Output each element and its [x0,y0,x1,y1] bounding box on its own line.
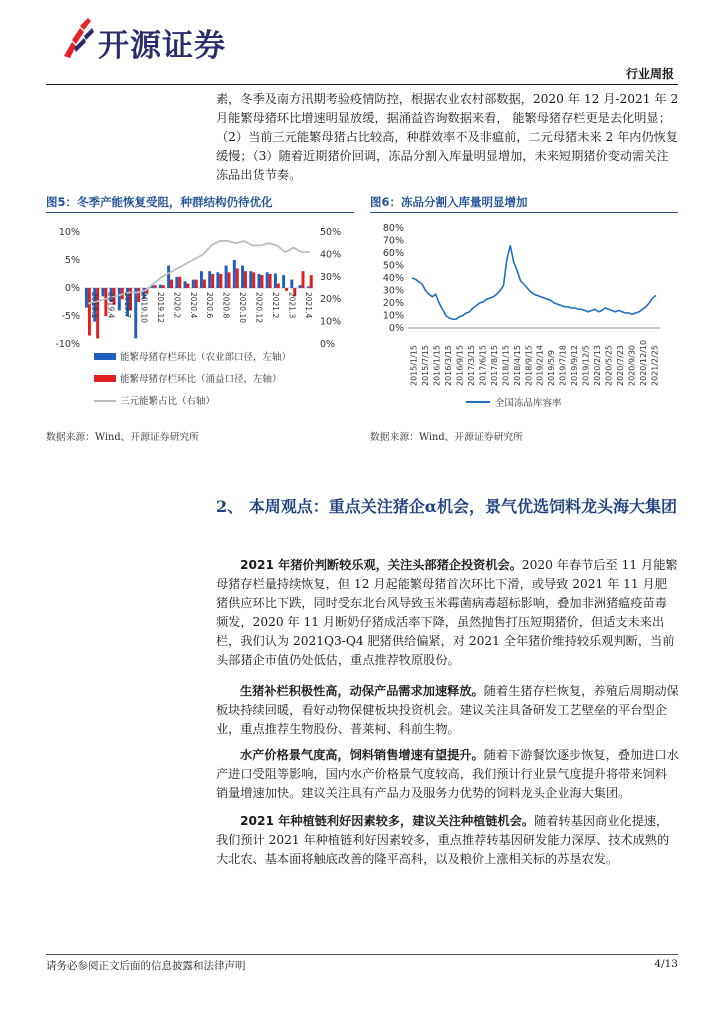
x-tick-label: 2015/1/15 [409,344,419,386]
x-tick-label: 2020/2/13 [593,344,602,386]
x-tick-label: 2020.4 [188,292,198,319]
paragraph-planting [216,812,679,869]
section-title: 2、 本周观点：重点关注猪企α机会，景气优选饲料龙头海大集团 [216,497,678,516]
x-tick-label: 2020.2 [172,292,182,319]
x-tick-label: 2019/9/12 [570,344,580,386]
y-tick: 20% [382,298,404,309]
bar [310,275,313,288]
bar [219,274,222,288]
bar [257,274,260,288]
x-tick-label: 2017/6/15 [478,344,488,386]
figure5-source: 数据来源：Wind、开源证券研究所 [46,432,199,443]
y-tick: 0% [388,323,404,334]
y-right-tick: 40% [320,249,342,261]
y-right-tick: 50% [320,227,342,238]
x-tick-label: 2019.4 [106,292,116,319]
bar [178,277,181,288]
bar [274,273,277,288]
figure5-title: 图5：冬季产能恢复受阻，种群结构仍待优化 [46,195,273,209]
x-tick-label: 2020/9/30 [627,344,637,386]
bar [208,271,211,288]
x-tick-label: 2021.4 [303,292,313,319]
x-tick-label: 2019.10 [139,292,149,324]
x-tick-label: 2020.10 [238,292,248,324]
paragraph-animal-health [216,682,679,739]
x-tick-label: 2020.12 [254,292,264,324]
paragraph-text: 随着转基因商业化提速，我们预计 2021 年种植链利好因素较多，重点推荐转基因研发能力深厚、技术成熟的大北农、基本面将触底改善的隆平高科，以及粮价上涨相关标的苏垦农发。 [216,814,670,866]
x-tick-label: 2016/9/15 [455,344,465,386]
y-right-tick: 30% [320,271,342,283]
x-tick-label: 2021.2 [270,292,280,319]
y-tick: 60% [382,248,404,259]
figure6-rule [370,212,678,213]
paragraph-text: 2020 年春节后至 11 月能繁母猪存栏量持续恢复，但 12 月起能繁母猪首次环比下滑，或导致 2021 年 11 月肥猪供应环比下跌，同时受东北台风导致玉米霉菌病毒超标影响，叠加非洲猪瘟疫苗毒频发，2020 年 11 月断奶仔猪成活率下降，虽然抛售打压短期猪价，但适支未来出栏，我们认为 2021Q3-Q4 肥猪供给偏紧，对 2021 全年猪价维持较乐观判断，当前头部猪企市值仍处低估，重点推荐牧原股份。 [216,558,678,667]
paragraph-lead: 生猪补栏积极性高，动保产品需求加速释放。 [240,684,484,698]
logo-mark-icon [58,18,98,62]
bar [241,266,244,288]
bar [118,288,121,310]
x-tick-label: 2018/9/15 [524,344,534,386]
bar [211,274,214,288]
y-right-tick: 20% [320,294,342,306]
bar [252,272,255,288]
bar [282,275,285,288]
x-tick-label: 2018/4/15 [512,344,522,386]
paragraph-lead: 2021 年种植链利好因素较多，建议关注种植链机会。 [240,814,535,828]
y-tick: 70% [382,235,404,247]
bar [228,272,231,288]
legend-swatch [94,375,116,382]
y-left-tick: 0% [64,283,80,294]
bar [216,272,219,288]
bar [162,285,165,288]
bar [184,281,187,288]
paragraph-aquaculture [216,746,679,803]
x-tick-label: 2016/1/15 [432,344,442,386]
figure5-chart [46,218,356,423]
y-left-tick: -5% [61,311,80,322]
bar [236,268,239,288]
bar [266,272,269,288]
x-tick-label: 2019/2/14 [535,344,545,386]
x-tick-label: 2019/7/18 [558,344,568,386]
report-type: 行业周报 [625,67,674,81]
bar [154,285,157,288]
bar [192,280,195,288]
y-tick: 50% [382,260,404,272]
x-tick-label: 2019.12 [155,292,165,324]
x-tick-label: 2021/2/25 [650,344,660,386]
bar [203,280,206,288]
bar [134,288,137,338]
x-tick-label: 2017/8/15 [489,344,499,386]
bar [170,280,173,288]
paragraph-text: 随着生猪存栏恢复，养殖后周期动保板块持续回暖，看好动物保健板块投资机会。建议关注具备研发工艺壁垒的平台型企业，重点推荐生物股份、普莱柯、科前生物。 [216,684,679,736]
bar [299,285,302,288]
bar [249,271,252,288]
x-tick-label: 2021.3 [287,292,297,319]
x-tick-label: 2015/7/15 [421,344,431,386]
bar [85,288,88,308]
page-number: 4/13 [654,958,678,970]
bar [159,285,162,288]
bar [167,266,170,288]
footer-disclaimer: 请务必参阅正文后面的信息披露和法律声明 [46,960,246,972]
y-left-tick: 10% [58,227,80,238]
x-tick-label: 2019.7 [123,292,133,319]
bar [302,271,305,288]
bar [285,288,288,291]
bar [200,271,203,288]
y-right-tick: 10% [320,316,342,328]
y-tick: 30% [382,285,404,297]
y-left-tick: 5% [64,255,80,266]
bar [101,288,104,296]
figure6-title: 图6：冻品分割入库量明显增加 [370,195,528,209]
paragraph-lead: 水产价格景气度高，饲料销售增速有望提升。 [240,748,484,762]
paragraph-lead: 2021 年猪价判断较乐观，关注头部猪企投资机会。 [240,558,522,572]
x-tick-label: 2020.8 [221,292,231,319]
header-divider [46,84,678,85]
company-name: 开源证券 [98,28,226,64]
bar [307,286,310,288]
legend-label: 三元能繁占比（右轴） [120,396,216,407]
bar [187,284,190,288]
paragraph-text: 随着下游餐饮逐步恢复，叠加进口水产进口受阻等影响，国内水产价格景气度较高，我们预计行业景气度提升将带来饲料销量增速加快。建议关注具有产品力及服务力优势的饲料龙头企业海大集团。 [216,748,679,800]
bar [244,271,247,288]
x-tick-label: 2020/7/23 [615,344,625,386]
figure5-rule [46,212,354,213]
x-tick-label: 2019/12/5 [581,344,591,386]
x-tick-label: 2016/3/15 [444,344,454,386]
y-left-tick: -10% [55,339,80,350]
y-tick: 10% [382,310,404,322]
y-tick: 40% [382,273,404,284]
x-tick-label: 2020/12/10 [638,339,648,386]
figure6-source: 数据来源：Wind、开源证券研究所 [370,432,523,443]
bar [175,277,178,288]
x-tick-label: 2018/1/15 [501,344,511,386]
bar [225,266,228,288]
bar [260,275,263,288]
intro-paragraph: 素，冬季及南方汛期考验疫情防控，根据农业农村部数据，2020 年 12 月-2021 年 2 月能繁母猪环比增速明显放缓，据涌益咨询数据来看， 能繁母猪存栏更是去化明显；（2）当前三元能繁母猪占比较高，种群效率不及非瘟前，二元母猪未来 2 年内仍恢复缓慢；（3）随着近期猪价回调，冻品分割入库量明显增加，未来短期猪价变动需关注冻品出货节奏。 [216,92,679,182]
bar [277,284,280,288]
bar [290,280,293,288]
x-tick-label: 2020.6 [205,292,215,319]
x-tick-label: 2017/3/15 [467,344,476,386]
legend-label: 能繁母猪存栏环比（农业部口径，左轴） [120,352,292,363]
x-tick-label: 2019/5/9 [547,350,557,386]
x-tick-label: 2019.1 [90,292,100,319]
legend-label: 能繁母猪存栏环比（涌益口径，左轴） [120,374,282,385]
line-series [412,246,656,320]
figure6-chart [370,218,680,423]
bar [195,280,198,288]
y-right-tick: 0% [320,339,336,350]
bar [269,274,272,288]
paragraph-pig-price [216,556,679,670]
bar [233,260,236,288]
legend-swatch [94,353,116,360]
y-tick: 80% [382,223,404,234]
x-tick-label: 2020/5/25 [604,344,614,386]
footer-divider [46,954,678,955]
legend-label: 全国冻品库容率 [495,398,562,409]
company-logo [58,18,278,62]
